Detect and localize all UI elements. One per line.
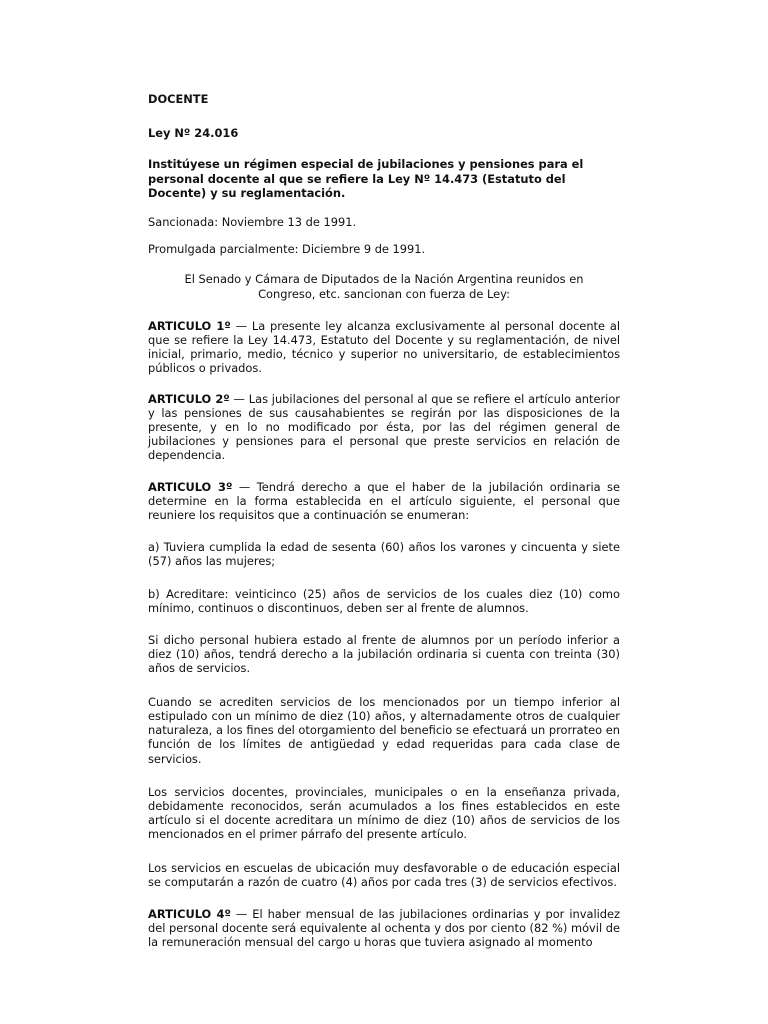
promulgated-date: Promulgada parcialmente: Diciembre 9 de 1991.	[148, 242, 426, 257]
article-3-text: — Tendrá derecho a que el haber de la jubilación ordinaria se determine en la forma establecida en el artículo siguiente, el personal que reuniere los requisitos que a continuación se enumeran:	[148, 479, 620, 523]
article-2-text: — Las jubilaciones del personal al que se refiere el artículo anterior y las pensiones de sus causahabientes se regirán por las disposiciones de la presente, y en lo no modificado por ésta, por las del régimen general de jubilaciones y pensiones para el personal que preste servicios en relación de dependencia.	[148, 391, 620, 463]
article-3-label: ARTICULO 3º	[148, 479, 233, 494]
law-number: Ley Nº 24.016	[148, 126, 239, 141]
article-3-item-a: a) Tuviera cumplida la edad de sesenta (60) años los varones y cincuenta y siete (57) años las mujeres;	[148, 540, 620, 569]
preamble: El Senado y Cámara de Diputados de la Nación Argentina reunidos en Congreso, etc. sancionan con fuerza de Ley:	[184, 272, 584, 301]
doc-category: DOCENTE	[148, 92, 209, 106]
document-page	[148, 92, 620, 950]
sanctioned-date: Sancionada: Noviembre 13 de 1991.	[148, 215, 357, 230]
article-3-paragraph-3: Los servicios docentes, provinciales, municipales o en la enseñanza privada, debidamente reconocidos, serán acumulados a los fines establecidos en este artículo si el docente acreditara un mínimo de diez (10) años de servicios de los mencionados en el primer párrafo del presente artículo.	[148, 784, 620, 842]
article-1-label: ARTICULO 1º	[148, 318, 231, 333]
article-3-paragraph-2: Cuando se acrediten servicios de los mencionados por un tiempo inferior al estipulado con un mínimo de diez (10) años, y alternadamente otros de cualquier naturaleza, a los fines del otorgamiento del beneficio se efectuará un prorrateo en función de los límites de antigüedad y edad requeridas para cada clase de servicios.	[148, 694, 620, 766]
article-3-item-b: b) Acreditare: veinticinco (25) años de servicios de los cuales diez (10) como mínimo, continuos o discontinuos, deben ser al frente de alumnos.	[148, 586, 620, 615]
article-3-paragraph-1: Si dicho personal hubiera estado al frente de alumnos por un período inferior a diez (10) años, tendrá derecho a la jubilación ordinaria si cuenta con treinta (30) años de servicios.	[148, 633, 620, 676]
article-3	[148, 480, 620, 523]
article-1-text: — La presente ley alcanza exclusivamente al personal docente al que se refiere la Ley 14.473, Estatuto del Docente y su reglamentación, de nivel inicial, primario, medio, técnico y superior no universitario, de establecimientos públicos o privados.	[148, 318, 621, 376]
article-4-text: — El haber mensual de las jubilaciones ordinarias y por invalidez del personal docente será equivalente al ochenta y dos por ciento (82 %) móvil de la remuneración mensual del cargo u horas que tuviera asignado al momento	[148, 906, 620, 950]
article-4	[148, 907, 620, 950]
article-4-label: ARTICULO 4º	[148, 906, 231, 921]
article-3-paragraph-4: Los servicios en escuelas de ubicación muy desfavorable o de educación especial se computarán a razón de cuatro (4) años por cada tres (3) de servicios efectivos.	[148, 860, 620, 889]
law-subtitle: Institúyese un régimen especial de jubilaciones y pensiones para el personal docente al que se refiere la Ley Nº 14.473 (Estatuto del Docente) y su reglamentación.	[148, 157, 584, 200]
article-2-label: ARTICULO 2º	[148, 391, 230, 406]
article-1	[148, 319, 620, 376]
article-2	[148, 392, 620, 463]
